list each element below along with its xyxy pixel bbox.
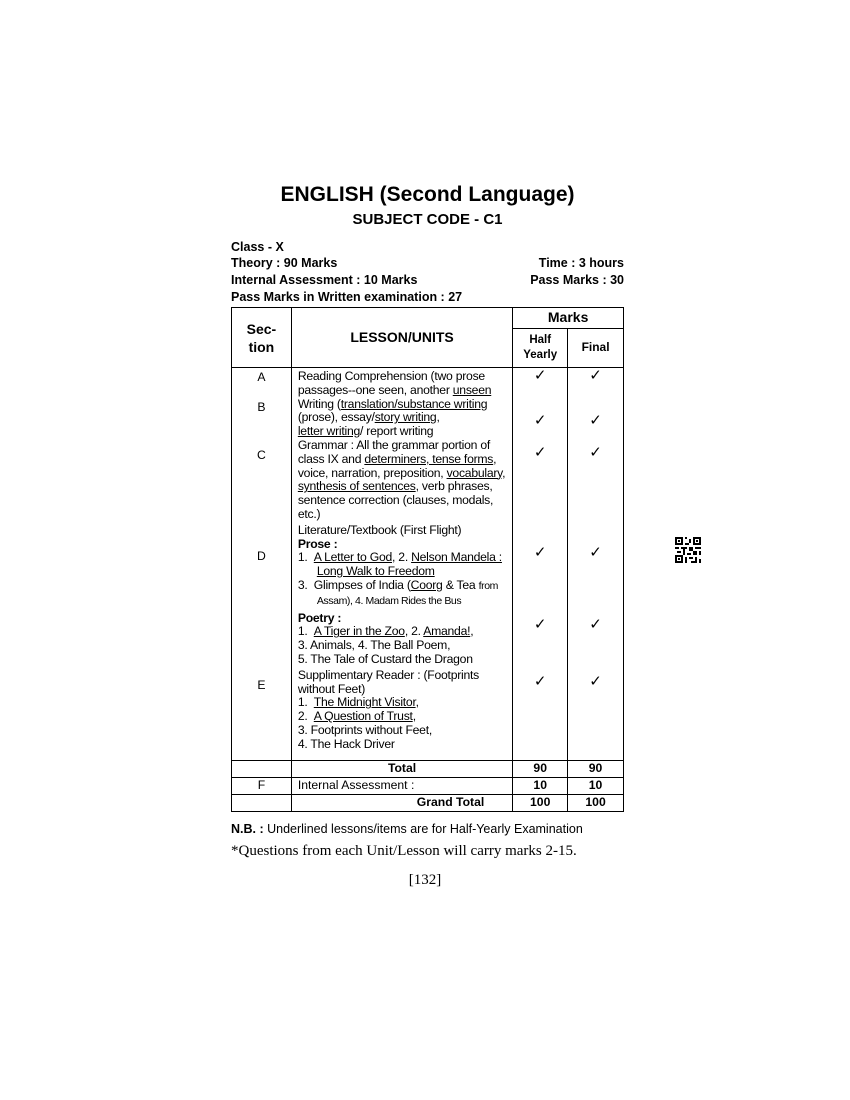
tick-icon: ✓ xyxy=(533,412,547,429)
internal-assessment-marks: Internal Assessment : 10 Marks xyxy=(231,273,418,287)
internal-final: 10 xyxy=(568,778,624,795)
total-row xyxy=(232,761,624,778)
grand-total-row xyxy=(232,795,624,812)
supplementary-heading: Supplimentary Reader : (Footprints without Feet) xyxy=(297,667,479,696)
prose-heading: Prose : xyxy=(297,536,338,551)
final-header: Final xyxy=(568,329,624,368)
list-item: 3. Animals, 4. The Ball Poem, xyxy=(297,638,451,653)
page-number: [132] xyxy=(408,872,442,888)
grand-total-label: Grand Total xyxy=(291,795,512,812)
nb-note: N.B. : Underlined lessons/items are for Half-Yearly Examination xyxy=(231,822,583,836)
list-item: 3. Glimpses of India (Coorg & Tea from Assam), 4. Madam Rides the Bus xyxy=(297,577,498,607)
theory-marks: Theory : 90 Marks xyxy=(231,256,338,270)
section-f: F xyxy=(232,778,292,795)
tick-icon: ✓ xyxy=(533,544,547,561)
poetry-list xyxy=(298,625,509,666)
section-header: Sec- tion xyxy=(232,308,292,368)
internal-assessment-label: Internal Assessment : xyxy=(291,778,512,795)
section-column xyxy=(232,368,292,761)
theory-line xyxy=(231,256,624,270)
lessons-column xyxy=(291,368,512,761)
section-c: C xyxy=(257,448,266,462)
tick-icon: ✓ xyxy=(589,367,602,384)
total-final: 90 xyxy=(568,761,624,778)
class-line xyxy=(231,240,624,254)
half-yearly-column xyxy=(513,368,568,761)
tick-icon: ✓ xyxy=(589,616,602,633)
list-item: 5. The Tale of Custard the Dragon xyxy=(297,651,473,666)
marks-header: Marks xyxy=(513,308,624,329)
tick-icon: ✓ xyxy=(533,616,547,633)
half-yearly-header: Half Yearly xyxy=(513,329,568,368)
literature-heading: Literature/Textbook (First Flight) xyxy=(297,522,462,537)
list-item: 3. Footprints without Feet, xyxy=(297,722,432,737)
total-half-yearly: 90 xyxy=(513,761,568,778)
pass-marks: Pass Marks : 30 xyxy=(530,273,624,287)
pass-marks-written: Pass Marks in Written examination : 27 xyxy=(231,290,463,304)
section-c-text: Grammar : All the grammar portion of class IX and determiners, tense forms, voice, narration, preposition, vocabulary, synthesis of sentences, verb phrases, sentence correction (clauses, modals, etc.) xyxy=(297,437,506,521)
marks-note: *Questions from each Unit/Lesson will carry marks 2-15. xyxy=(231,843,577,859)
qr-code-icon xyxy=(675,537,701,563)
section-a: A xyxy=(257,370,266,384)
tick-icon: ✓ xyxy=(589,673,602,690)
section-b: B xyxy=(257,400,266,414)
total-label: Total xyxy=(291,761,512,778)
section-d: D xyxy=(257,549,266,563)
internal-assessment-row xyxy=(232,778,624,795)
tick-icon: ✓ xyxy=(589,444,602,461)
prose-list xyxy=(298,551,509,608)
section-b-text: Writing (translation/substance writing (prose), essay/story writing, letter writing/ report writing xyxy=(297,396,488,439)
tick-icon: ✓ xyxy=(533,367,547,384)
internal-line xyxy=(231,273,624,287)
tick-icon: ✓ xyxy=(533,673,547,690)
grand-total-half-yearly: 100 xyxy=(513,795,568,812)
time-limit: Time : 3 hours xyxy=(538,256,624,270)
subject-code: SUBJECT CODE - C1 xyxy=(352,211,503,228)
tick-icon: ✓ xyxy=(589,544,602,561)
lessons-header: LESSON/UNITS xyxy=(291,308,512,368)
class-label: Class - X xyxy=(231,240,284,254)
final-column xyxy=(568,368,624,761)
document-title: ENGLISH (Second Language) xyxy=(280,183,575,206)
internal-half-yearly: 10 xyxy=(513,778,568,795)
section-a-text: Reading Comprehension (two prose passages--one seen, another unseen xyxy=(297,369,492,397)
tick-icon: ✓ xyxy=(533,444,547,461)
list-item: 1. A Letter to God, 2. Nelson Mandela : Long Walk to Freedom xyxy=(297,550,502,579)
section-e: E xyxy=(257,678,266,692)
list-item: 1. A Tiger in the Zoo, 2. Amanda!, xyxy=(297,624,474,639)
supplementary-list xyxy=(298,696,509,751)
grand-total-final: 100 xyxy=(568,795,624,812)
list-item: 1. The Midnight Visitor, xyxy=(297,695,419,710)
pass-written-line xyxy=(231,290,624,304)
syllabus-table xyxy=(231,307,624,812)
list-item: 4. The Hack Driver xyxy=(297,736,395,751)
tick-icon: ✓ xyxy=(589,412,602,429)
poetry-heading: Poetry : xyxy=(297,610,342,625)
list-item: 2. A Question of Trust, xyxy=(297,709,416,724)
